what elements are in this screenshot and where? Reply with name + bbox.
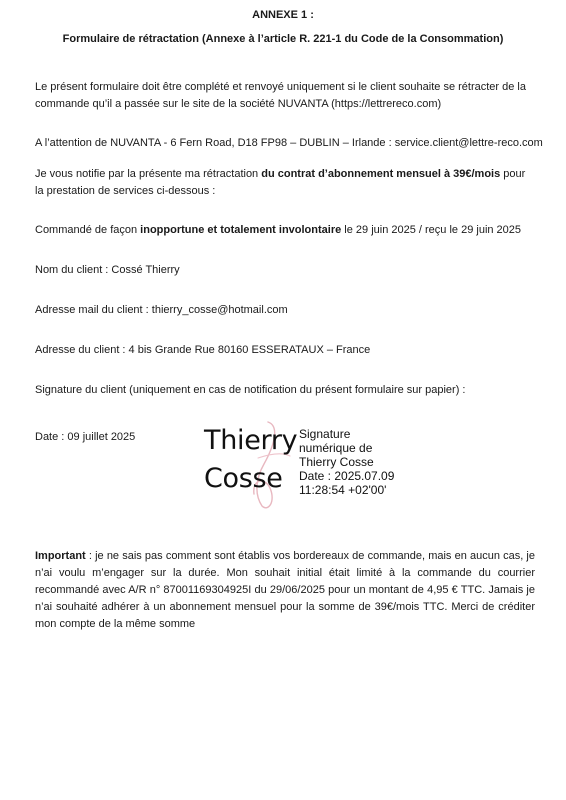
client-email-line: Adresse mail du client : thierry_cosse@hotmail.com [35,304,288,316]
ordered-text-after: le 29 juin 2025 / reçu le 29 juin 2025 [341,224,522,236]
signature-first-name: Thierry [204,425,298,456]
signature-info-line: Signature [299,427,351,441]
signature-last-name: Cosse [204,463,283,494]
signature-info-line: Date : 2025.07.09 [299,469,395,483]
intro-paragraph: Le présent formulaire doit être complété et renvoyé uniquement si le client souhaite se rétracter de la commande qu’il a passée sur le site de la société NUVANTA (https://lettrereco.com) [35,81,526,110]
signature-info-line: 11:28:54 +02'00' [299,483,387,497]
important-paragraph [35,548,535,633]
important-label: Important [35,550,86,562]
notification-text-bold: du contrat d’abonnement mensuel à 39€/mois [261,168,501,180]
notification-text-before: Je vous notifie par la présente ma rétractation [35,168,262,180]
ordered-text-bold: inopportune et totalement involontaire [140,224,342,236]
ordered-text-before: Commandé de façon [35,224,141,236]
attention-line: A l’attention de NUVANTA - 6 Fern Road, D18 FP98 – DUBLIN – Irlande : service.client@lettre-reco.com [35,137,543,149]
client-name-line: Nom du client : Cossé Thierry [35,264,180,276]
notification-paragraph [35,166,535,200]
annex-heading: ANNEXE 1 : [252,9,314,21]
client-address-line: Adresse du client : 4 bis Grande Rue 80160 ESSERATAUX – France [35,344,371,356]
ordered-line [35,222,535,239]
notification-text-after: pour la prestation de services ci-dessous : [35,168,526,197]
signature-info-line: Thierry Cosse [299,455,374,469]
important-text: : je ne sais pas comment sont établis vos bordereaux de commande, mais en aucun cas, je n’ai voulu m’engager sur la durée. Mon souhait initial était limité à la commande du courrier recommandé avec A/R n° 87001169304925I du 29/06/2025 pour un montant de 4,95 € TTC. Jamais je n’ai souhaité adhérer à un abonnement mensuel pour la somme de 39€/mois TTC. Merci de créditer mon compte de la même somme [35,550,535,630]
signature-label: Signature du client (uniquement en cas de notification du présent formulaire sur papier) : [35,384,466,396]
digital-signature-info [299,427,394,497]
signature-info-line: numérique de [299,441,373,455]
date-line: Date : 09 juillet 2025 [35,431,136,443]
form-title: Formulaire de rétractation (Annexe à l’article R. 221-1 du Code de la Consommation) [62,33,504,45]
